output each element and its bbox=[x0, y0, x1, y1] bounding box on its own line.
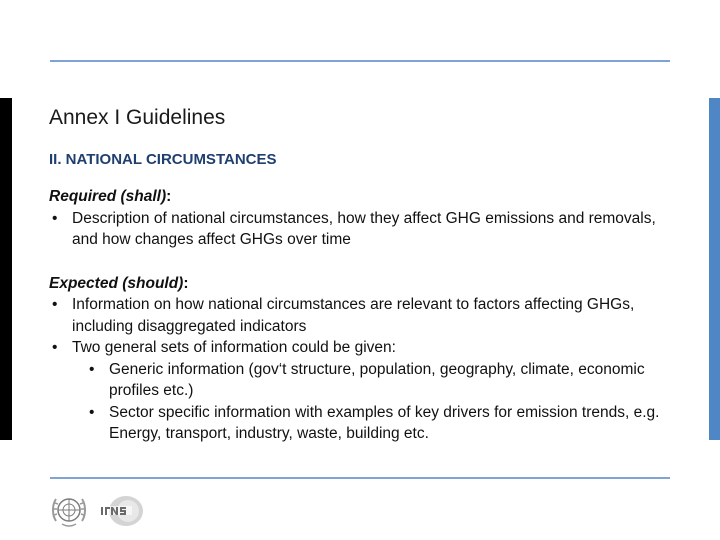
list-item-text: Description of national circumstances, how they affect GHG emissions and removals, and how changes affect GHGs over time bbox=[72, 209, 656, 248]
slide-title: Annex I Guidelines bbox=[49, 106, 226, 129]
bullet-icon: • bbox=[52, 296, 58, 313]
bullet-icon: • bbox=[52, 339, 58, 356]
slide-body bbox=[49, 186, 674, 445]
bullet-icon: • bbox=[89, 403, 95, 421]
right-accent-bar bbox=[709, 98, 720, 440]
sub-list-item bbox=[49, 402, 674, 445]
bottom-divider bbox=[50, 477, 670, 479]
list-item bbox=[49, 208, 674, 251]
top-divider bbox=[50, 60, 670, 62]
section-heading: II. NATIONAL CIRCUMSTANCES bbox=[49, 151, 277, 168]
sub-list-item bbox=[49, 359, 674, 402]
sub-list-item-text: Sector specific information with examples of key drivers for emission trends, e.g. Energy, transport, industry, waste, building etc. bbox=[109, 403, 660, 442]
sub-list-item-text: Generic information (gov‘t structure, population, geography, climate, economic profiles etc.) bbox=[109, 360, 645, 399]
un-emblem-icon bbox=[50, 491, 88, 529]
list-item bbox=[49, 337, 674, 359]
bullet-icon: • bbox=[89, 360, 95, 378]
bullet-icon: • bbox=[52, 209, 58, 227]
required-heading: Required (shall): bbox=[49, 188, 172, 205]
list-item bbox=[49, 294, 674, 337]
ipcc-logo-icon bbox=[96, 494, 144, 528]
expected-heading: Expected (should): bbox=[49, 274, 189, 292]
left-accent-bar bbox=[0, 98, 12, 440]
list-item-text: Information on how national circumstances are relevant to factors affecting GHGs, including disaggregated indicators bbox=[72, 296, 635, 335]
list-item-text: Two general sets of information could be given: bbox=[72, 339, 396, 356]
